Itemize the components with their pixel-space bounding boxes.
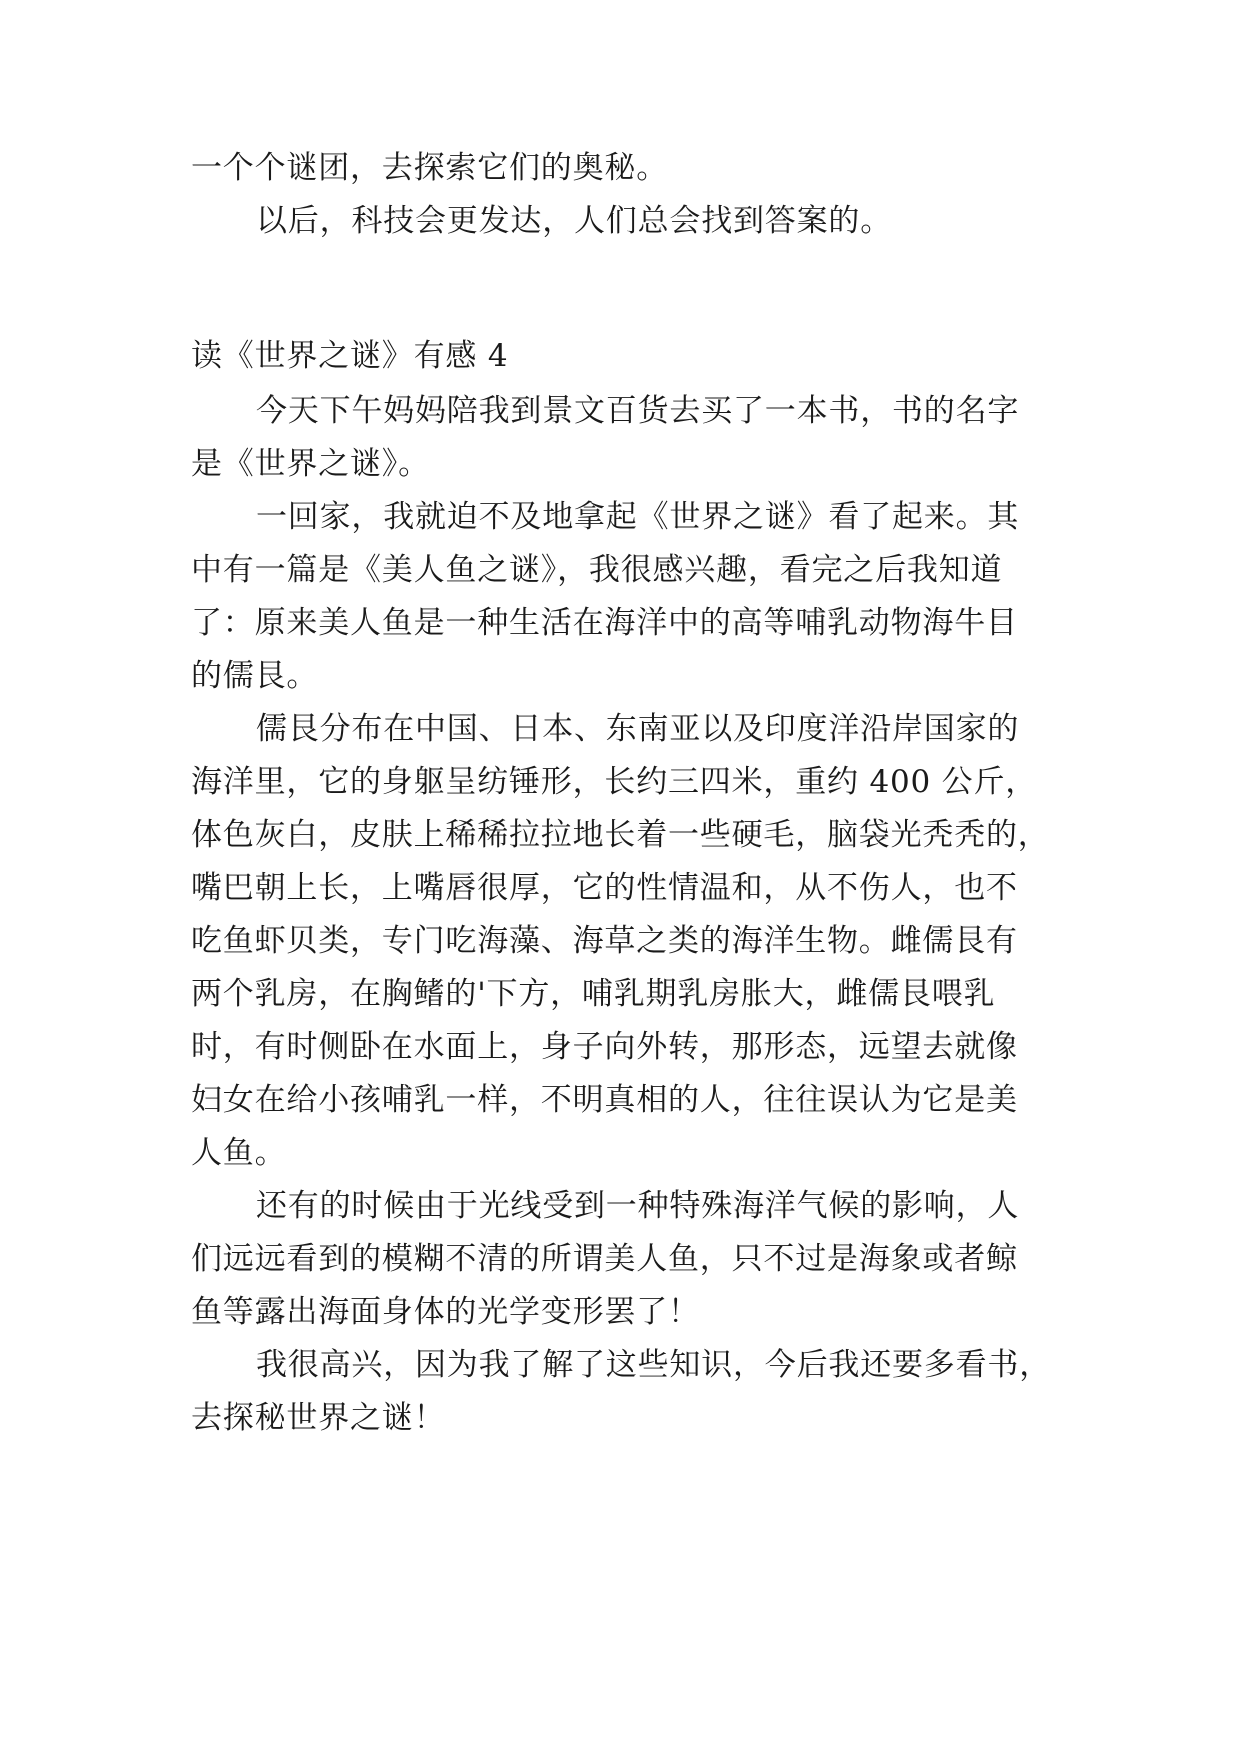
text-line: 我很高兴，因为我了解了这些知识，今后我还要多看书， bbox=[256, 1347, 1051, 1383]
text-line: 还有的时候由于光线受到一种特殊海洋气候的影响，人 bbox=[256, 1188, 1020, 1224]
text-line: 以后，科技会更发达，人们总会找到答案的。 bbox=[256, 203, 892, 239]
text-line: 两个乳房，在胸鳍的'下方，哺乳期乳房胀大，雌儒艮喂乳 bbox=[191, 976, 996, 1012]
text-line: 一个个谜团，去探索它们的奥秘。 bbox=[191, 150, 668, 186]
text-line: 海洋里，它的身躯呈纺锤形，长约三四米，重约 400 公斤， bbox=[191, 764, 1038, 800]
text-line: 的儒艮。 bbox=[191, 658, 319, 694]
text-line: 儒艮分布在中国、日本、东南亚以及印度洋沿岸国家的 bbox=[256, 711, 1020, 747]
text-line: 体色灰白，皮肤上稀稀拉拉地长着一些硬毛，脑袋光秃秃的， bbox=[191, 817, 1050, 853]
text-line: 去探秘世界之谜！ bbox=[191, 1400, 446, 1436]
text-line: 嘴巴朝上长，上嘴唇很厚，它的性情温和，从不伤人，也不 bbox=[191, 870, 1018, 906]
text-line: 吃鱼虾贝类，专门吃海藻、海草之类的海洋生物。雌儒艮有 bbox=[191, 923, 1018, 959]
text-line: 今天下午妈妈陪我到景文百货去买了一本书，书的名字 bbox=[256, 393, 1020, 429]
section-heading: 读《世界之谜》有感 4 bbox=[191, 338, 509, 374]
text-line: 了：原来美人鱼是一种生活在海洋中的高等哺乳动物海牛目 bbox=[191, 605, 1018, 641]
text-line: 人鱼。 bbox=[191, 1135, 287, 1171]
text-line: 妇女在给小孩哺乳一样，不明真相的人，往往误认为它是美 bbox=[191, 1082, 1018, 1118]
text-line: 鱼等露出海面身体的光学变形罢了！ bbox=[191, 1294, 700, 1330]
text-line: 们远远看到的模糊不清的所谓美人鱼，只不过是海象或者鲸 bbox=[191, 1241, 1018, 1277]
text-line: 是《世界之谜》。 bbox=[191, 446, 430, 482]
text-line: 时，有时侧卧在水面上，身子向外转，那形态，远望去就像 bbox=[191, 1029, 1018, 1065]
text-line: 一回家，我就迫不及地拿起《世界之谜》看了起来。其 bbox=[256, 499, 1020, 535]
text-line: 中有一篇是《美人鱼之谜》，我很感兴趣，看完之后我知道 bbox=[191, 552, 1003, 588]
